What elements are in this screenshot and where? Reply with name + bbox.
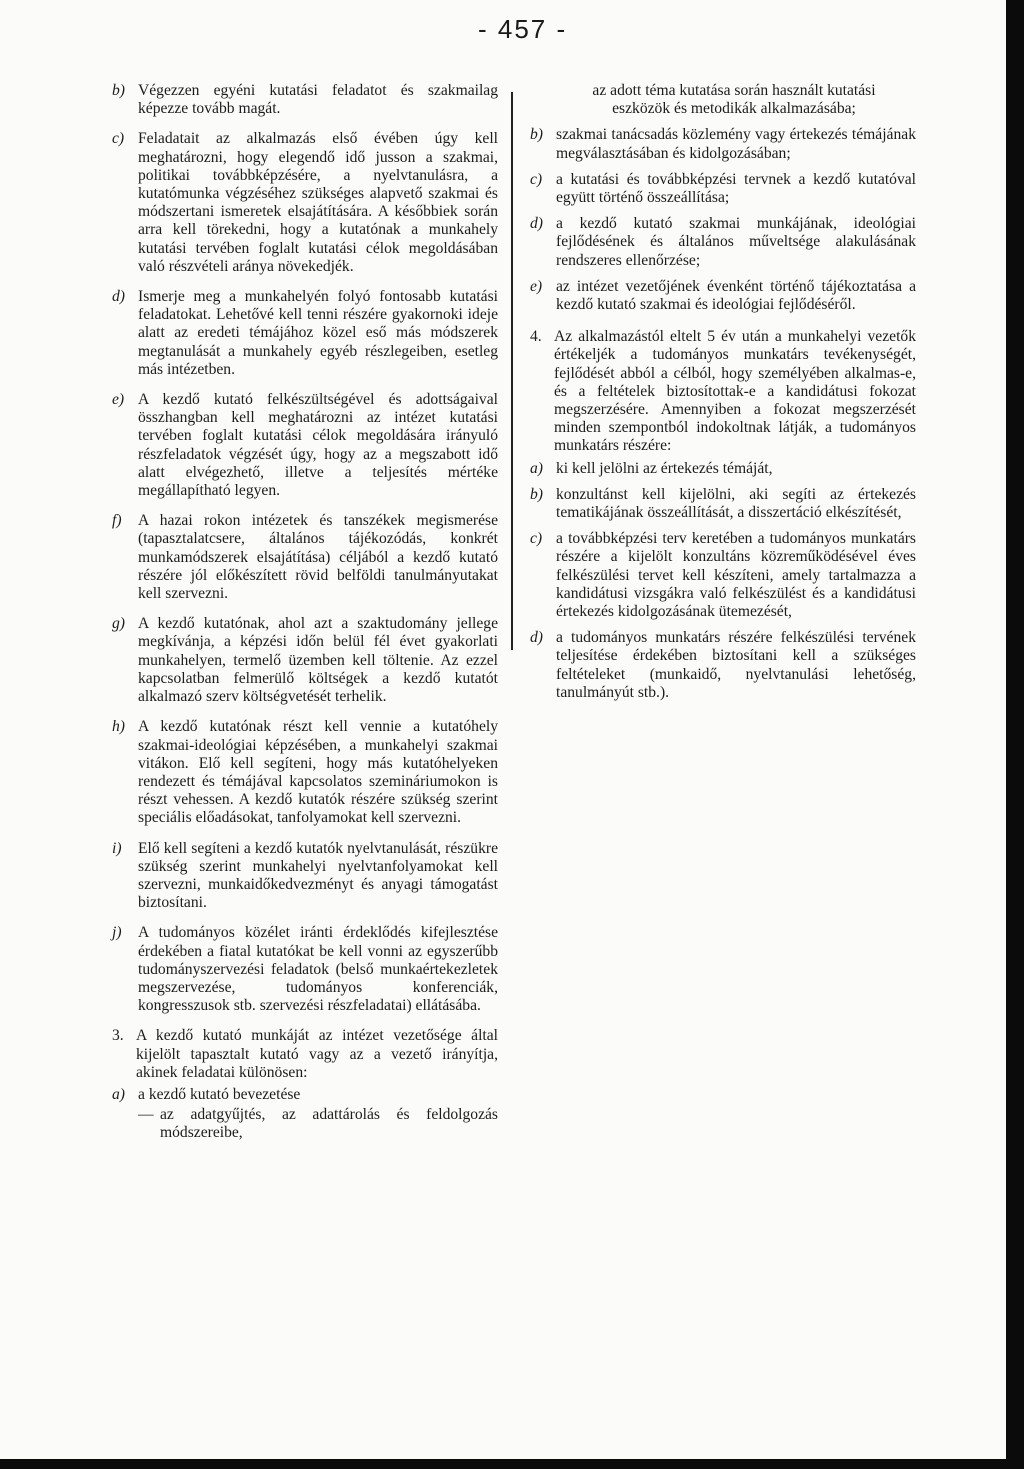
item-text: a kezdő kutató szakmai munkájának, ideológiai fejlődésének és általános műveltsége alakulásának rendszeres ellenőrzése;: [556, 215, 916, 269]
item-text: a kezdő kutató bevezetése: [138, 1085, 301, 1103]
item-label: e): [112, 391, 125, 409]
numbered-section-4: [530, 328, 916, 455]
continuation-text: az adott téma kutatása során használt kutatási eszközök és metodikák alkalmazásába;: [592, 82, 876, 118]
list-item: [530, 460, 916, 478]
item-label: g): [112, 615, 125, 633]
item-label: a): [112, 1085, 125, 1103]
section-text: A kezdő kutató munkáját az intézet vezetősége által kijelölt tapasztalt kutató vagy az a vezető irányítja, akinek feladatai különösen:: [136, 1027, 498, 1081]
item-label: d): [530, 629, 543, 647]
list-item: [112, 718, 498, 827]
item-text: a továbbképzési terv keretében a tudományos munkatárs részére a kijelölt konzultáns közreműködésével éves felkészülési tervet kell készíteni, amely tartalmazza a kandidátusi vizsgákra való felkészülést és a kandidátusi értekezés kidolgozásának ütemezését,: [556, 530, 916, 621]
item-text: A hazai rokon intézetek és tanszékek megismerése (tapasztalatcsere, általános tájékozódás, konkrét munkamódszerek elsajátítása) céljából a kezdő kutató részére jól előkészített rövid belföldi tanulmányutakat kell szervezni.: [138, 512, 498, 603]
item-text: A kezdő kutató felkészültségével és adottságaival összhangban kell meghatározni az intézet kutatási tervében foglalt kutatási célok megoldására irányuló részfeladatok végzését úgy, hogy az a megszabott idő alatt elvégezhető, illetve a teljesítés mértéke megállapítható legyen.: [138, 391, 498, 500]
item-label: d): [530, 215, 543, 233]
item-label: c): [112, 130, 125, 148]
item-label: e): [530, 277, 543, 295]
item-text: a kutatási és továbbképzési tervnek a kezdő kutatóval együtt történő összeállítása;: [556, 170, 916, 207]
page-number: - 457 -: [478, 14, 568, 44]
column-divider: [511, 92, 513, 650]
item-text: konzultánst kell kijelölni, aki segíti az értekezés tematikájának összeállítását, a disszertáció elkészítését,: [556, 485, 916, 522]
section-text: Az alkalmazástól eltelt 5 év után a munkahelyi vezetők értékeljék a tudományos munkatárs tevékenységét, fejlődését abból a célból, hogy személyében alkalmas-e, és a feltételek biztosítottak-e a kandidátusi fokozat megszerzésére. Amennyiben a fokozat megszerzését minden szempontból indokoltnak látják, a tudományos munkatárs részére:: [554, 328, 916, 455]
item-label: f): [112, 512, 122, 530]
item-label: d): [112, 288, 125, 306]
list-item: [530, 486, 916, 522]
scan-border-right: [1006, 0, 1024, 1469]
list-item: [112, 615, 498, 706]
item-label: i): [112, 839, 122, 857]
item-text: szakmai tanácsadás közlemény vagy értekezés témájának megválasztásában és kidolgozásában;: [556, 126, 916, 162]
item-label: b): [530, 485, 543, 503]
item-text: ki kell jelölni az értekezés témáját,: [556, 459, 773, 477]
item-label: a): [530, 459, 543, 477]
list-item: [112, 512, 498, 603]
list-item: [112, 82, 498, 118]
numbered-section-3: [112, 1027, 498, 1082]
list-item: [530, 629, 916, 702]
list-item: [112, 840, 498, 913]
item-label: c): [530, 170, 543, 188]
right-column: [530, 82, 916, 710]
list-item: [530, 278, 916, 314]
item-text: A kezdő kutatónak részt kell vennie a kutatóhely szakmai-ideológiai képzésében, a munkahelyi szakmai vitákon. Elő kell segíteni, hogy más kutatóhelyeken rendezett és témájával kapcsolatos szemináriumokon is részt vehessen. A kezdő kutatók részére szükség szerint speciális előadásokat, tanfolyamokat kell szervezni.: [138, 718, 498, 827]
list-item: [112, 130, 498, 276]
list-item: [530, 215, 916, 270]
list-item: [530, 530, 916, 621]
item-text: A kezdő kutatónak, ahol azt a szaktudomány jellege megkívánja, a képzési időn belül fél évet gyakorlati munkahelyen, termelő üzemben kell töltenie. Az ezzel kapcsolatban felmerülő költségek a kezdő kutatót alkalmazó szerv költségvetését terhelik.: [138, 615, 498, 706]
section-number: 4.: [530, 328, 542, 346]
list-item: [530, 126, 916, 162]
item-text: A tudományos közélet iránti érdeklődés kifejlesztése érdekében a fiatal kutatókat be kell vonni az egyszerűbb tudományszervezési feladatok (belső munkaértekezletek megszervezése, tudományos konferenciák, kongresszusok stb. szervezési részfeladatai) ellátásába.: [138, 924, 498, 1015]
section-number: 3.: [112, 1027, 124, 1045]
item-label: h): [112, 718, 125, 736]
list-item: [112, 924, 498, 1015]
item-text: az intézet vezetőjének évenként történő tájékoztatása a kezdő kutató szakmai és ideológiai fejlődéséről.: [556, 277, 916, 314]
scan-border-bottom: [0, 1459, 1024, 1469]
item-text: a tudományos munkatárs részére felkészülési tervének teljesítése érdekében biztosítani kell a szükséges feltételeket (munkaidő, nyelvtanulási lehetőség, tanulmányút stb.).: [556, 629, 916, 701]
item-text: Feladatait az alkalmazás első évében úgy kell meghatározni, hogy elegendő idő jusson a szakmai, politikai továbbképzésére, a nyelvtanulásra, a kutatómunka végzéséhez szükséges alapvető szakmai és módszertani ismeretek elsajátítására. A későbbiek során arra kell törekedni, hogy a kutatónak a munkahely kutatási tervében foglalt kutatási célok megoldásában való részvételi aránya növekedjék.: [138, 130, 498, 275]
left-column: [112, 82, 498, 1143]
list-item: [112, 288, 498, 379]
item-label: j): [112, 924, 122, 942]
dash-marker: —: [138, 1106, 154, 1124]
item-text: Ismerje meg a munkahelyén folyó fontosabb kutatási feladatokat. Lehetővé kell tenni részére gyakornoki ideje alatt az eredeti témájához közel eső más módszerek megtanulását a munkahely egyéb részlegeiben, esetleg más intézetben.: [138, 288, 498, 378]
list-item: [530, 171, 916, 207]
item-text: Végezzen egyéni kutatási feladatot és szakmailag képezze tovább magát.: [138, 82, 498, 118]
list-item: [112, 1086, 498, 1104]
item-text: az adatgyűjtés, az adattárolás és feldolgozás módszereibe,: [160, 1106, 498, 1142]
dash-list-item: [112, 1106, 498, 1142]
item-label: b): [112, 82, 125, 99]
item-label: b): [530, 126, 543, 144]
item-label: c): [530, 530, 543, 548]
item-text: Elő kell segíteni a kezdő kutatók nyelvtanulását, részükre szükség szerint munkahelyi nyelvtanfolyamokat kell szervezni, munkaidőkedvezményt és anyagi támogatást biztosítani.: [138, 839, 498, 912]
list-item: [112, 391, 498, 500]
